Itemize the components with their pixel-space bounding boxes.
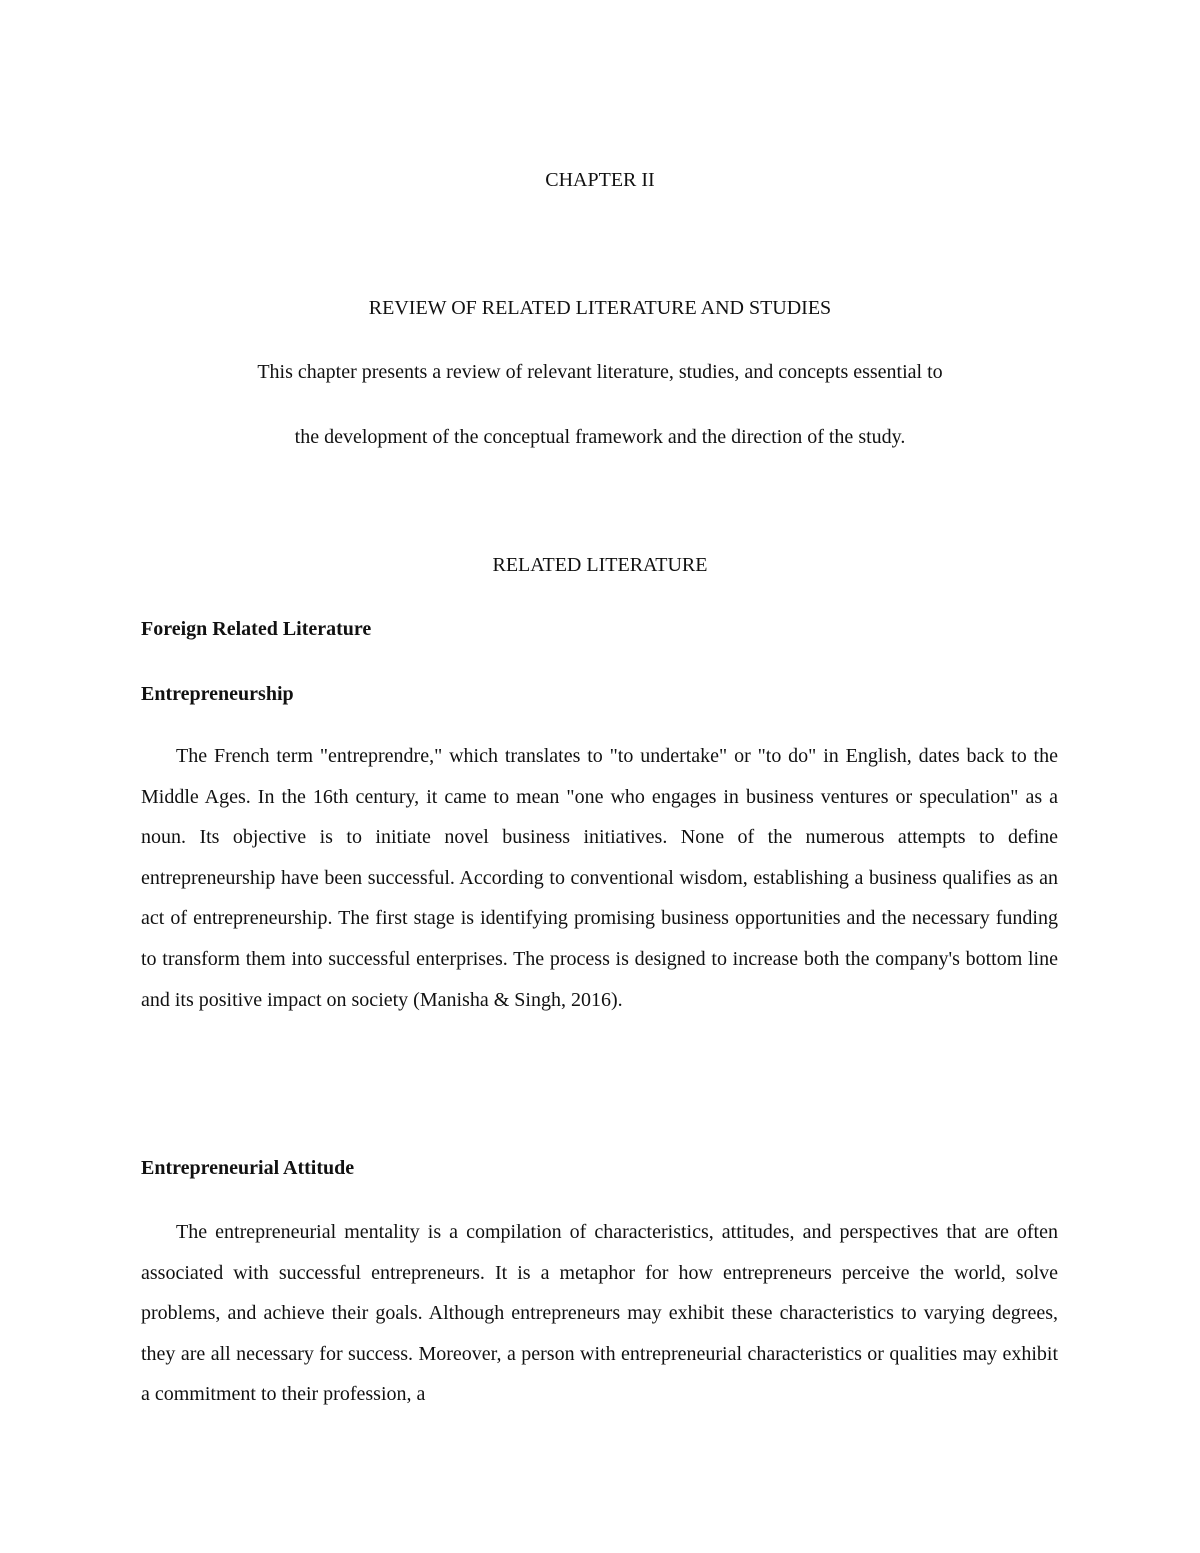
intro-line-1: This chapter presents a review of relevant literature, studies, and concepts essential to (257, 361, 943, 383)
topic-paragraph-entrepreneurial-attitude: The entrepreneurial mentality is a compilation of characteristics, attitudes, and perspectives that are often associated with successful entrepreneurs. It is a metaphor for how entrepreneurs perceive the world, solve problems, and achieve their goals. Although entrepreneurs may exhibit these characteristics to varying degrees, they are all necessary for success. Moreover, a person with entrepreneurial characteristics or qualities may exhibit a commitment to their profession, a (141, 1221, 1058, 1406)
section-title: RELATED LITERATURE (492, 554, 708, 576)
topic-heading-entrepreneurship: Entrepreneurship (141, 683, 294, 705)
subsection-title: Foreign Related Literature (141, 618, 372, 640)
chapter-label: CHAPTER II (545, 169, 655, 191)
chapter-title: REVIEW OF RELATED LITERATURE AND STUDIES (368, 297, 832, 319)
topic-paragraph-entrepreneurship: The French term "entreprendre," which translates to "to undertake" or "to do" in English, dates back to the Middle Ages. In the 16th century, it came to mean "one who engages in business ventures or speculation" as a noun. Its objective is to initiate novel business initiatives. None of the numerous attempts to define entrepreneurship have been successful. According to conventional wisdom, establishing a business qualifies as an act of entrepreneurship. The first stage is identifying promising business opportunities and the necessary funding to transform them into successful enterprises. The process is designed to increase both the company's bottom line and its positive impact on society (Manisha & Singh, 2016). (141, 745, 1058, 1011)
topic-heading-entrepreneurial-attitude: Entrepreneurial Attitude (141, 1157, 355, 1179)
intro-line-2: the development of the conceptual framework and the direction of the study. (294, 426, 906, 448)
